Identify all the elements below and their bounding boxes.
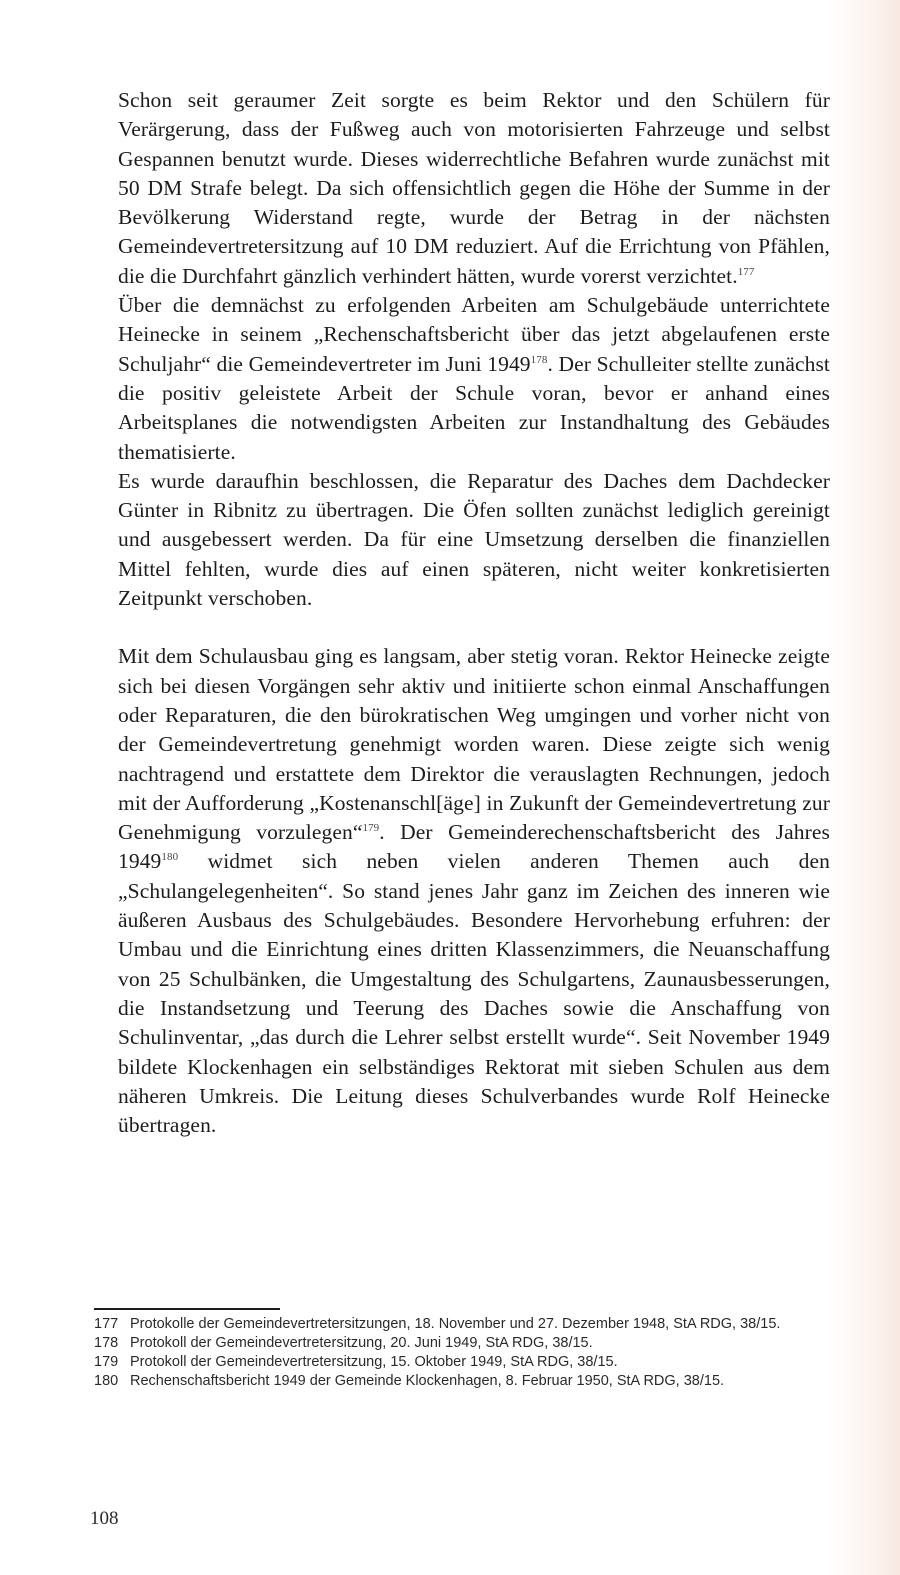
- body-text: [118, 86, 830, 1140]
- footnote-text: Rechenschaftsbericht 1949 der Gemeinde Klockenhagen, 8. Februar 1950, StA RDG, 38/15.: [130, 1373, 725, 1389]
- paragraph-4: [118, 642, 830, 1140]
- paragraph-3: [118, 467, 830, 613]
- footnote-180: [94, 1372, 794, 1390]
- paragraph-1: [118, 86, 830, 291]
- footnote-ref-180: 180: [161, 851, 179, 864]
- paragraph-1-text: Schon seit geraumer Zeit sorgte es beim Rektor und den Schülern für Verärgerung, dass der Fußweg auch von motorisierten Fahrzeuge und selbst Gespannen benutzt wurde. Dieses widerrechtliche Befahren wurde zunächst mit 50 DM Strafe belegt. Da sich offensichtlich gegen die Höhe der Summe in der Bevölkerung Widerstand regte, wurde der Betrag in der nächsten Gemeindevertretersitzung auf 10 DM reduziert. Auf die Errichtung von Pfählen, die die Durchfahrt gänzlich verhindert hätten, wurde vorerst verzichtet.: [118, 88, 830, 288]
- footnote-text: Protokoll der Gemeindevertretersitzung, 20. Juni 1949, StA RDG, 38/15.: [130, 1335, 593, 1351]
- footnote-177: [94, 1315, 794, 1333]
- footnote-number: 180: [94, 1373, 119, 1389]
- footnote-ref-179: 179: [362, 821, 380, 834]
- page-number: 108: [90, 1508, 119, 1529]
- footnote-number: 177: [94, 1316, 119, 1332]
- paragraph-2: [118, 291, 830, 467]
- footnote-178: [94, 1334, 794, 1352]
- footnote-number: 178: [94, 1335, 119, 1351]
- paragraph-2-text-b: . Der Schulleiter stellte zunächst die positiv geleistete Arbeit der Schule voran, bevor er anhand eines Arbeitsplanes die notwendigsten Arbeiten zur Instandhaltung des Gebäudes thematisierte.: [118, 351, 830, 464]
- footnote-text: Protokolle der Gemeindevertretersitzungen, 18. November und 27. Dezember 1948, StA RDG, 38/15.: [130, 1316, 781, 1332]
- footnote-divider: [94, 1308, 280, 1310]
- footnote-text: Protokoll der Gemeindevertretersitzung, 15. Oktober 1949, StA RDG, 38/15.: [130, 1354, 618, 1370]
- paragraph-4-text-a: Mit dem Schulausbau ging es langsam, aber stetig voran. Rektor Heinecke zeigte sich bei diesen Vorgängen sehr aktiv und initiierte schon einmal Anschaffungen oder Reparaturen, die den bürokratischen Weg umgingen und vorher nicht von der Gemeindevertretung genehmigt worden waren. Diese zeigte sich wenig nachtragend und erstattete dem Direktor die verauslagten Rechnungen, jedoch mit der Aufforderung „Kostenanschl[äge] in Zukunft der Gemeindevertretung zur Genehmigung vorzulegen“: [118, 644, 830, 845]
- paragraph-2-text-a: Über die demnächst zu erfolgenden Arbeiten am Schulgebäude unterrichtete Heinecke in seinem „Rechenschaftsbericht über das jetzt abgelaufenen erste Schuljahr“ die Gemeindevertreter im Juni 1949: [118, 293, 830, 376]
- footnote-number: 179: [94, 1354, 119, 1370]
- paragraph-4-text-b: . Der Gemeinderechenschaftsbericht des Jahres 1949: [118, 820, 830, 874]
- footnotes: [94, 1315, 794, 1391]
- paragraph-4-text-c: widmet sich neben vielen anderen Themen auch den „Schulangelegenheiten“. So stand jenes Jahr ganz im Zeichen des inneren wie äußeren Ausbaus des Schulgebäudes. Besondere Hervorhebung erfuhren: der Umbau und die Einrichtung eines dritten Klassenzimmers, die Neuanschaffung von 25 Schulbänken, die Umgestaltung des Schulgartens, Zaunausbesserungen, die Instandsetzung und Teerung des Daches sowie die Anschaffung von Schulinventar, „das durch die Lehrer selbst erstellt wurde“. Seit November 1949 bildete Klockenhagen ein selbständiges Rektorat mit sieben Schulen aus dem näheren Umkreis. Die Leitung dieses Schulverbandes wurde Rolf Heinecke übertragen.: [118, 849, 830, 1138]
- footnote-ref-178: 178: [530, 353, 548, 366]
- footnote-179: [94, 1353, 794, 1371]
- footnote-ref-177: 177: [737, 265, 755, 278]
- paragraph-3-text: Es wurde daraufhin beschlossen, die Reparatur des Daches dem Dachdecker Günter in Ribnitz zu übertragen. Die Öfen sollten zunächst lediglich gereinigt und ausgebessert werden. Da für eine Umsetzung derselben die finanziellen Mittel fehlten, wurde dies auf einen späteren, nicht weiter konkretisierten Zeitpunkt verschoben.: [118, 468, 830, 611]
